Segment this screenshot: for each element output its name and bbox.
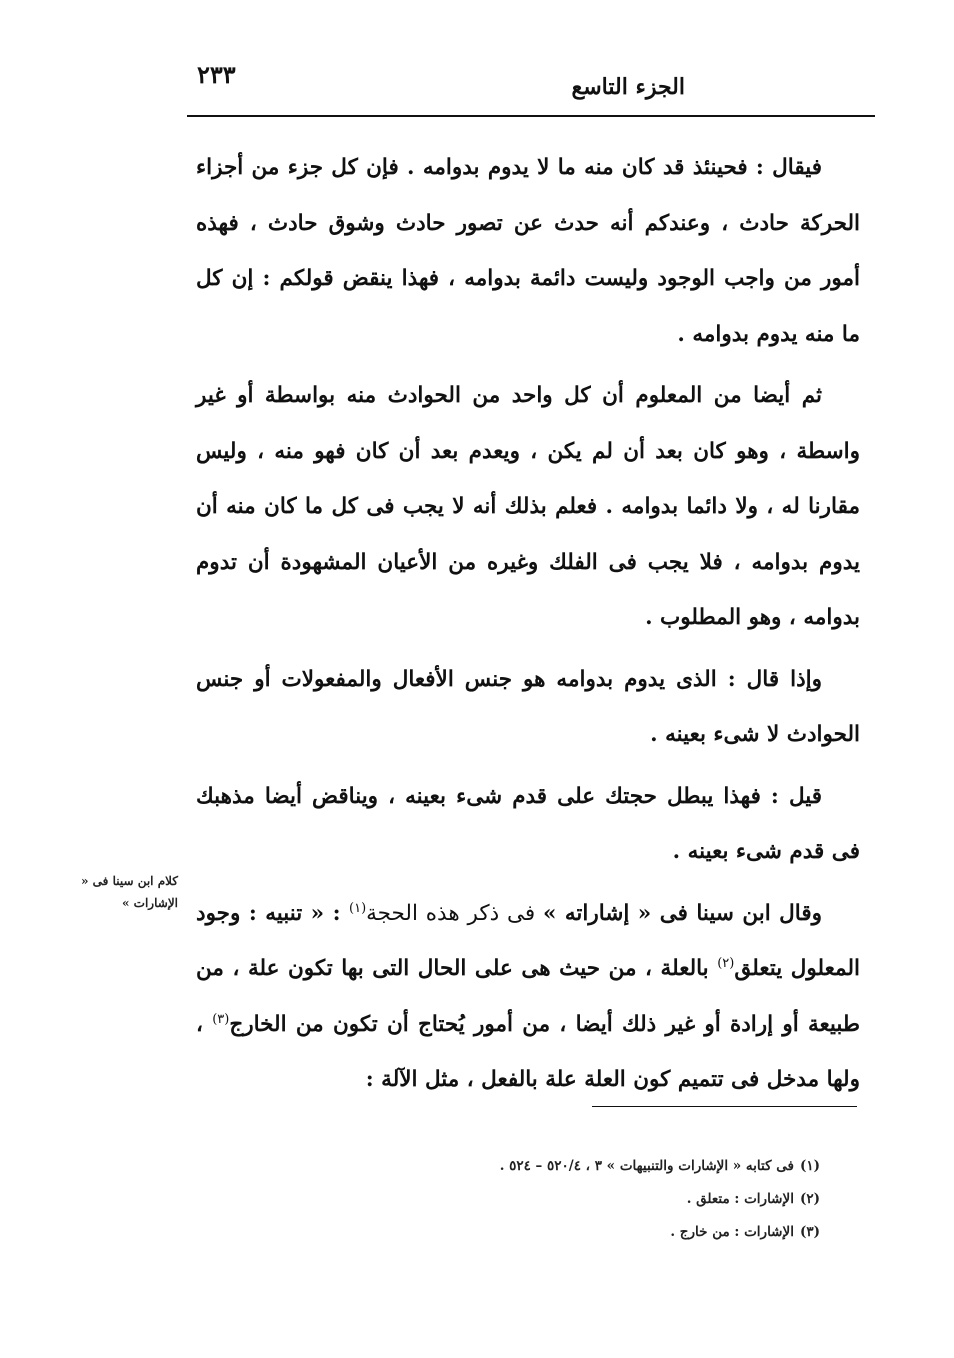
page-number: ٢٣٣ [197,60,236,89]
paragraph-text: وإذا قال : الذى يدوم بدوامه هو جنس الأفعال والمفعولات أو جنس الحوادث لا شىء بعينه . [196,666,860,747]
footnote-number: (٣) [799,1224,820,1240]
paragraph-text: فى ذكر هذه الحجة [366,900,543,926]
footnote-text: الإشارات : من خارج . [670,1224,794,1240]
footnote-text: الإشارات : متعلق . [686,1191,794,1207]
paragraph-ibn-sina [196,886,860,1108]
footnote-2 [380,1183,820,1216]
header-rule [187,115,875,117]
paragraph-4 [196,769,860,880]
paragraph-lead: وقال ابن سينا فى « إشاراته » [543,900,822,926]
footnotes [380,1150,820,1249]
page-header [187,56,875,114]
paragraph-text: قيل : فهذا يبطل حجتك على قدم شىء بعينه ، ويناقض أيضا مذهبك فى قدم شىء بعينه . [196,783,860,864]
main-text [196,140,860,1108]
footnote-ref-1[interactable]: (١) [349,900,367,916]
margin-note: كلام ابن سينا فى « الإشارات » [80,874,178,910]
paragraph-text: ، ولها مدخل فى تتميم كون العلة علة بالفعل ، مثل الآلة : [196,1011,860,1092]
paragraph-1 [196,140,860,362]
footnote-number: (٢) [799,1191,820,1207]
footnote-number: (١) [799,1158,820,1174]
footnote-text: فى كتابه « الإشارات والتنبيهات » ٣ ، ٥٢٠/٤ – ٥٢٤ . [499,1158,794,1174]
footnote-1 [380,1150,820,1183]
running-title: الجزء التاسع [571,74,685,100]
footnote-ref-3[interactable]: (٣) [212,1011,230,1027]
footnote-3 [380,1216,820,1249]
paragraph-text: ثم أيضا من المعلوم أن كل واحد من الحوادث منه بواسطة أو غير واسطة ، وهو كان بعد أن لم يكن ، ويعدم بعد أن كان فهو منه ، وليس مقارنا له ، ولا دائما بدوامه . فعلم بذلك أنه لا يجب فى كل ما كان منه أن يدوم بدوامه ، فلا يجب فى الفلك وغيره من الأعيان المشهودة أن تدوم بدوامه ، وهو المطلوب . [196,383,860,630]
paragraph-lead: فيقال : [755,155,822,180]
paragraph-text: فحينئذ قد كان منه ما لا يدوم بدوامه . فإن كل جزء من أجزاء الحركة حادث ، وعندكم أنه حدث عن تصور حادث وشوق حادث ، فهذه أمور من واجب الوجود وليست دائمة بدوامه ، فهذا ينقض قولكم : إن كل ما منه يدوم بدوامه . [196,155,860,347]
paragraph-2 [196,368,860,646]
footnote-ref-2[interactable]: (٢) [717,955,735,971]
paragraph-text: : « تنبيه : وجود المعلول يتعلق [196,900,860,981]
paragraph-text: بالعلة ، من حيث هى على الحال التى بها تكون علة ، من طبيعة أو إرادة أو غير ذلك أيضا ، من أمور يُحتاج أن تكون من الخارج [196,956,860,1037]
paragraph-3 [196,652,860,763]
footnote-rule [592,1106,857,1107]
